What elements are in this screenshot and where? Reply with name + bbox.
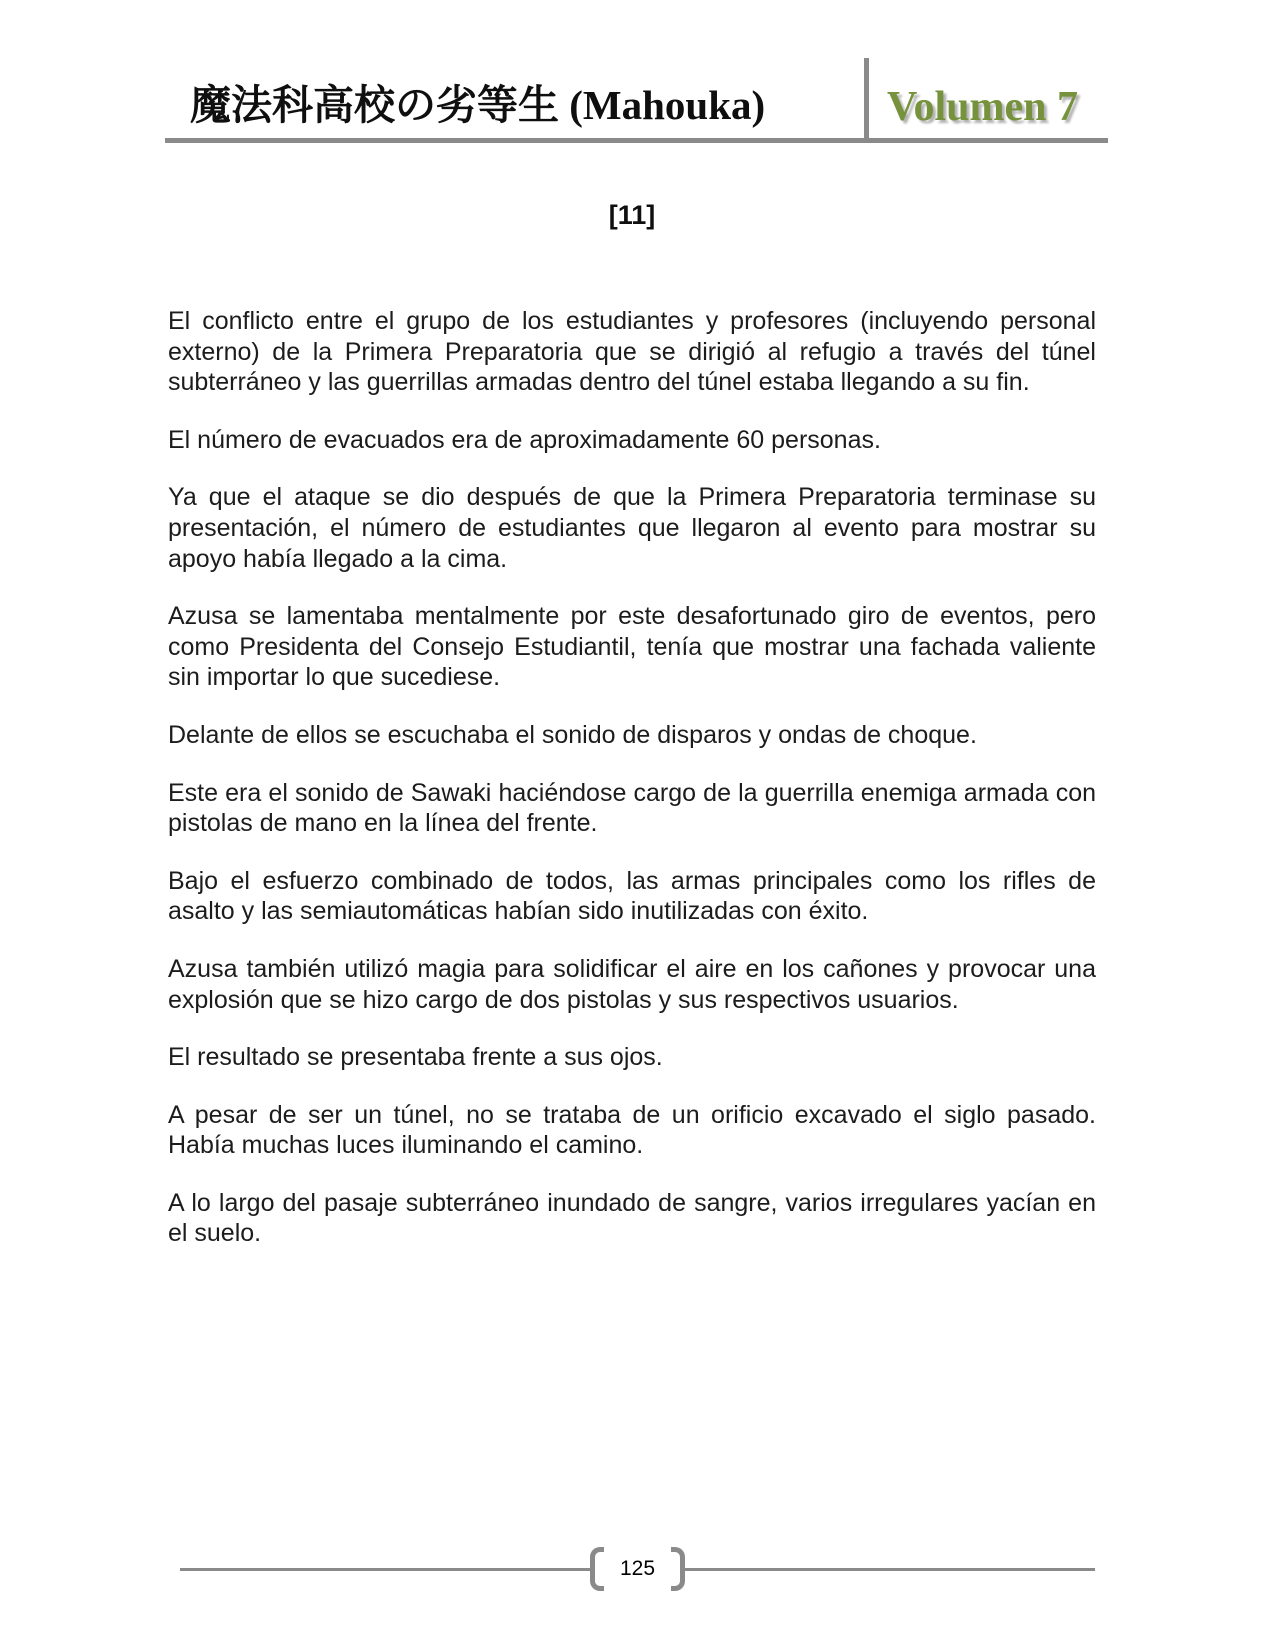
paragraph: El conflicto entre el grupo de los estudiantes y profesores (incluyendo personal externo) de la Primera Preparatoria que se dirigió al refugio a través del túnel subterráneo y las guerrillas armadas dentro del túnel estaba llegando a su fin. — [168, 307, 1096, 397]
page-number: 125 — [619, 1557, 656, 1580]
page-footer — [180, 1544, 1095, 1594]
paragraph: Este era el sonido de Sawaki haciéndose cargo de la guerrilla enemiga armada con pistolas de mano en la línea del frente. — [168, 778, 1096, 838]
paragraph: Ya que el ataque se dio después de que la Primera Preparatoria terminase su presentación, el número de estudiantes que llegaron al evento para mostrar su apoyo había llegado a la cima. — [168, 483, 1096, 573]
footer-rule-right — [685, 1568, 1095, 1571]
paragraph: A pesar de ser un túnel, no se trataba de un orificio excavado el siglo pasado. Había muchas luces iluminando el camino. — [168, 1100, 1096, 1160]
footer-rule-left — [180, 1568, 590, 1571]
page-number-bracket-right — [671, 1547, 685, 1591]
body-text — [168, 306, 1096, 1249]
paragraph: Bajo el esfuerzo combinado de todos, las armas principales como los rifles de asalto y las semiautomáticas habían sido inutilizadas con éxito. — [168, 866, 1096, 926]
paragraph: Azusa se lamentaba mentalmente por este desafortunado giro de eventos, pero como Presidenta del Consejo Estudiantil, tenía que mostrar una fachada valiente sin importar lo que sucediese. — [168, 602, 1096, 692]
paragraph: El resultado se presentaba frente a sus ojos. — [168, 1043, 663, 1072]
page-header — [165, 58, 1108, 143]
page-number-bracket-left — [590, 1547, 604, 1591]
series-title: 魔法科高校の劣等生 (Mahouka) — [190, 82, 766, 128]
paragraph: Delante de ellos se escuchaba el sonido de disparos y ondas de choque. — [168, 720, 977, 749]
paragraph: Azusa también utilizó magia para solidificar el aire en los cañones y provocar una explosión que se hizo cargo de dos pistolas y sus respectivos usuarios. — [168, 954, 1096, 1014]
chapter-section-heading: [11] — [608, 200, 656, 230]
volume-label: Volumen 7 — [887, 84, 1078, 130]
paragraph: El número de evacuados era de aproximadamente 60 personas. — [168, 425, 881, 454]
paragraph: A lo largo del pasaje subterráneo inundado de sangre, varios irregulares yacían en el suelo. — [168, 1188, 1096, 1248]
